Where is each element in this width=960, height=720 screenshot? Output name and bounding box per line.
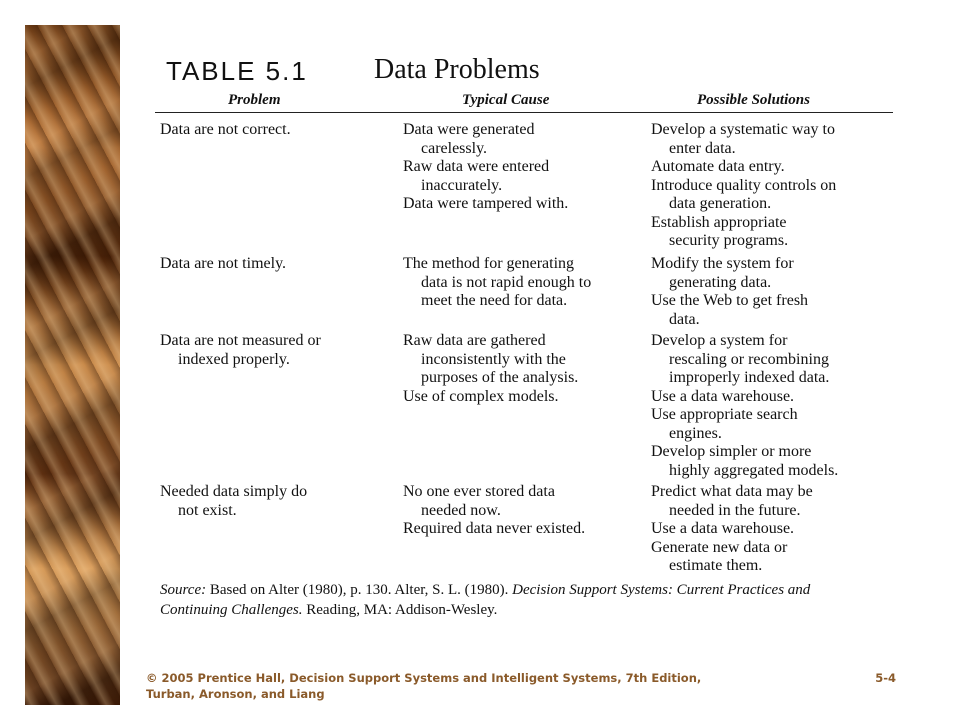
header-typical-cause: Typical Cause <box>462 92 550 108</box>
slide-footer <box>146 670 896 702</box>
header-problem: Problem <box>228 92 281 108</box>
solutions-cell: Develop a system for rescaling or recombining improperly indexed data. Use a data warehouse. Use appropriate search engines. Develop simpler or more highly aggregated models. <box>651 332 839 479</box>
problem-cell: Data are not timely. <box>160 255 287 272</box>
cause-cell: Raw data are gathered inconsistently with the purposes of the analysis. Use of complex models. <box>403 332 579 405</box>
page-number: 5-4 <box>875 671 896 685</box>
cause-cell: The method for generating data is not rapid enough to meet the need for data. <box>403 255 592 309</box>
cause-cell: No one ever stored data needed now. Required data never existed. <box>403 483 586 537</box>
authors-line: Turban, Aronson, and Liang <box>146 687 325 701</box>
table-header <box>155 90 893 113</box>
copyright-line: © 2005 Prentice Hall, Decision Support Systems and Intelligent Systems, 7th Edition, <box>146 671 702 685</box>
header-possible-solutions: Possible Solutions <box>697 92 810 108</box>
solutions-cell: Develop a systematic way to enter data. Automate data entry. Introduce quality controls on data generation. Establish appropriate security programs. <box>651 121 837 249</box>
problem-cell: Needed data simply do not exist. <box>160 483 308 519</box>
source-note: Source: Based on Alter (1980), p. 130. Alter, S. L. (1980). Decision Support Systems: Current Practices and Continuing Challenges. Reading, MA: Addison-Wesley. <box>160 582 811 618</box>
problem-cell: Data are not measured or indexed properly. <box>160 332 321 368</box>
problem-cell: Data are not correct. <box>160 121 291 138</box>
decorative-sidebar <box>25 25 120 705</box>
solutions-cell: Modify the system for generating data. Use the Web to get fresh data. <box>651 255 809 328</box>
cause-cell: Data were generated carelessly. Raw data were entered inaccurately. Data were tampered with. <box>403 121 569 212</box>
source-label: Source: <box>160 582 207 598</box>
table-title: Data Problems <box>374 54 540 85</box>
solutions-cell: Predict what data may be needed in the future. Use a data warehouse. Generate new data or estimate them. <box>651 483 813 574</box>
table-label: TABLE 5.1 <box>166 56 308 86</box>
